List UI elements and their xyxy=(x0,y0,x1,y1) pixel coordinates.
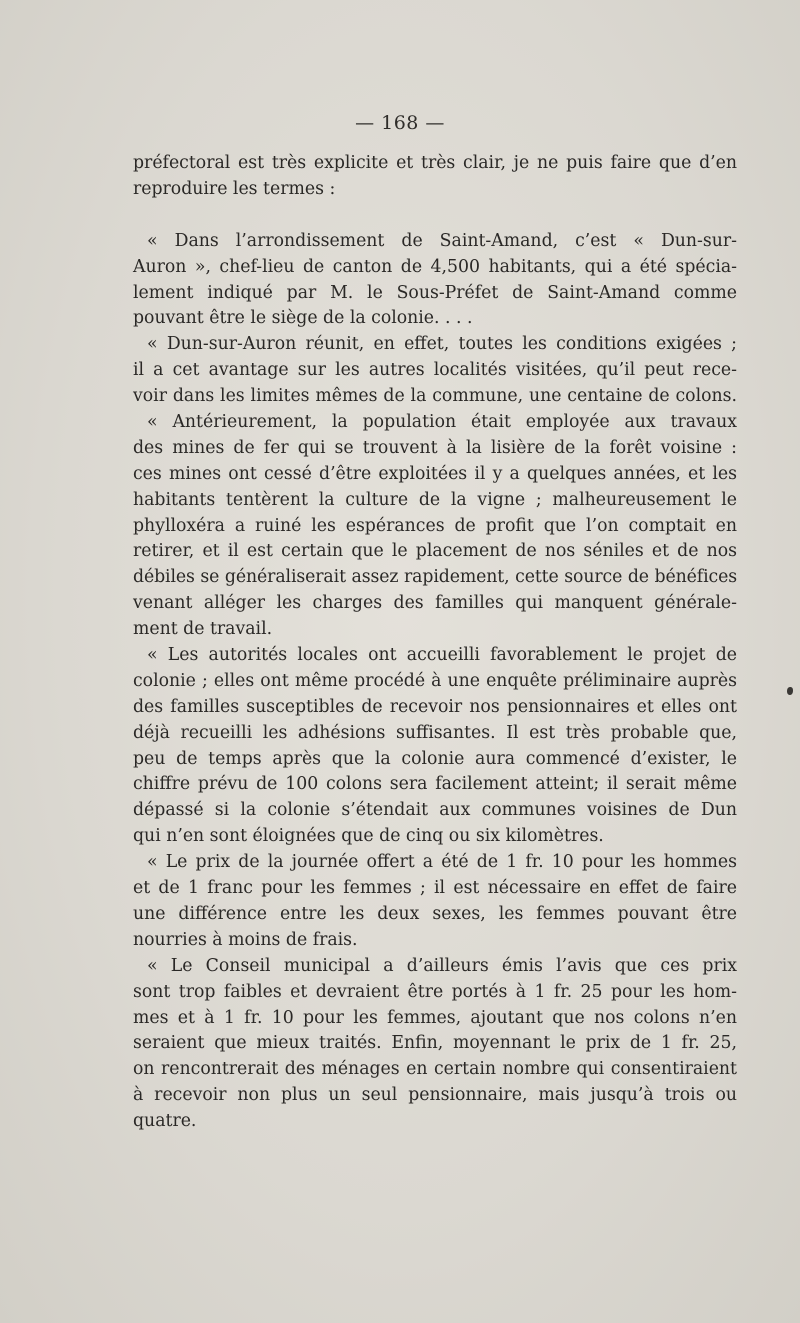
text-line: à recevoir non plus un seul pensionnaire, mais jusqu’à trois ou xyxy=(133,1085,737,1106)
text-line: débiles se généraliserait assez rapidement, cette source de bénéfices xyxy=(133,567,737,588)
text-line: déjà recueilli les adhésions suffisantes. Il est très probable que, xyxy=(133,722,737,743)
text-line: « Le prix de la journée offert a été de 1 fr. 10 pour les hommes xyxy=(147,852,737,873)
text-line: lement indiqué par M. le Sous-Préfet de Saint-Amand comme xyxy=(133,282,737,303)
text-line: chiffre prévu de 100 colons sera facilement atteint; il serait même xyxy=(133,774,737,795)
text-line: voir dans les limites mêmes de la commune, une centaine de colons. xyxy=(133,386,737,407)
text-line: ment de travail. xyxy=(133,619,273,640)
text-line: nourries à moins de frais. xyxy=(133,929,358,950)
text-line: « Antérieurement, la population était employée aux travaux xyxy=(147,412,737,433)
text-line: et de 1 franc pour les femmes ; il est nécessaire en effet de faire xyxy=(133,878,737,899)
text-line: ces mines ont cessé d’être exploitées il y a quelques années, et les xyxy=(133,463,737,484)
text-line: « Le Conseil municipal a d’ailleurs émis l’avis que ces prix xyxy=(147,955,737,976)
text-line: phylloxéra a ruiné les espérances de profit que l’on comptait en xyxy=(133,515,737,536)
text-line: colonie ; elles ont même procédé à une enquête préliminaire auprès xyxy=(133,670,737,691)
margin-ink-mark xyxy=(787,687,793,695)
text-line: Auron », chef-lieu de canton de 4,500 habitants, qui a été spécia- xyxy=(133,256,737,277)
paragraph-gap xyxy=(133,203,737,229)
text-line: « Dun-sur-Auron réunit, en effet, toutes les conditions exigées ; xyxy=(147,334,737,355)
text-line: mes et à 1 fr. 10 pour les femmes, ajoutant que nos colons n’en xyxy=(133,1007,737,1028)
text-line: habitants tentèrent la culture de la vigne ; malheureusement le xyxy=(133,489,737,510)
text-line: une différence entre les deux sexes, les femmes pouvant être xyxy=(133,903,737,924)
body-text xyxy=(133,151,737,1135)
page-number: — 168 — xyxy=(355,112,445,134)
text-line: reproduire les termes : xyxy=(133,178,336,199)
text-line: peu de temps après que la colonie aura commencé d’exister, le xyxy=(133,748,737,769)
text-line: pouvant être le siège de la colonie. . . . xyxy=(133,308,473,329)
text-line: des mines de fer qui se trouvent à la lisière de la forêt voisine : xyxy=(133,437,737,458)
text-line: quatre. xyxy=(133,1111,197,1132)
text-line: seraient que mieux traités. Enfin, moyennant le prix de 1 fr. 25, xyxy=(133,1033,737,1054)
text-line: préfectoral est très explicite et très clair, je ne puis faire que d’en xyxy=(133,153,737,173)
text-line: on rencontrerait des ménages en certain nombre qui consentiraient xyxy=(133,1059,737,1080)
text-line: des familles susceptibles de recevoir nos pensionnaires et elles ont xyxy=(133,696,737,717)
text-line: qui n’en sont éloignées que de cinq ou six kilomètres. xyxy=(133,826,604,847)
text-line: venant alléger les charges des familles qui manquent générale- xyxy=(133,593,737,614)
text-line: retirer, et il est certain que le placement de nos séniles et de nos xyxy=(133,541,737,562)
text-line: dépassé si la colonie s’étendait aux communes voisines de Dun xyxy=(133,800,737,821)
text-line: « Dans l’arrondissement de Saint-Amand, c’est « Dun-sur- xyxy=(147,230,737,251)
text-line: il a cet avantage sur les autres localités visitées, qu’il peut rece- xyxy=(133,360,737,381)
text-line: sont trop faibles et devraient être portés à 1 fr. 25 pour les hom- xyxy=(133,981,737,1002)
text-line: « Les autorités locales ont accueilli favorablement le projet de xyxy=(147,645,737,666)
